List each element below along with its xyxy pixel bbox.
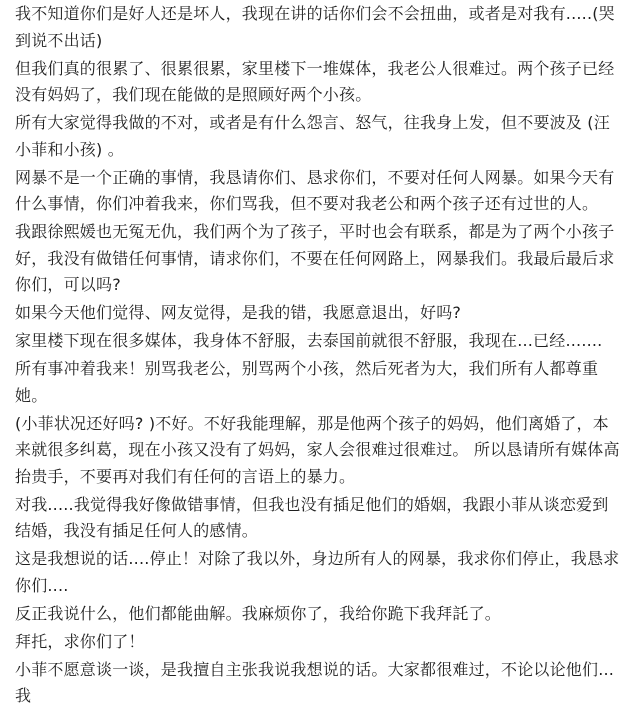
paragraph: 小菲不愿意谈一谈，是我擅自主张我说我想说的话。大家都很难过，不论以论他们...我 (15, 659, 615, 705)
paragraph: 反正我说什么，他们都能曲解。我麻烦你了，我给你跪下我拜託了。 (15, 603, 502, 623)
paragraph: 拜托，求你们了！ (15, 631, 145, 651)
paragraph: 对我.....我觉得我好像做错事情，但我也没有插足他们的婚姻，我跟小菲从谈恋爱到结婚，我没有插足任何人的感情。 (15, 494, 609, 540)
paragraph: 我不知道你们是好人还是坏人，我现在讲的话你们会不会扭曲，或者是对我有.....(哭到说不出话) (15, 4, 615, 50)
paragraph: 所有大家觉得我做的不对，或者是有什么怨言、怒气，往我身上发，但不要波及 (汪小菲和小孩) 。 (15, 113, 610, 159)
paragraph: 但我们真的很累了、很累很累，家里楼下一堆媒体，我老公人很难过。两个孩子已经没有妈妈了，我们现在能做的是照顾好两个小孩。 (15, 58, 615, 104)
paragraph: 我跟徐熙媛也无冤无仇，我们两个为了孩子，平时也会有联系，都是为了两个小孩子好，我没有做错任何事情，请求你们，不要在任何网路上，网暴我们。我最后最后求你们，可以吗? (15, 222, 615, 294)
paragraph: (小菲状况还好吗? )不好。不好我能理解，那是他两个孩子的妈妈，他们离婚了，本来就很多纠葛，现在小孩又没有了妈妈，家人会很难过很难过。 所以恳请所有媒体高抬贵手，不要再对我们有任何的言语上的暴力。 (15, 413, 620, 486)
paragraph: 如果今天他们觉得、网友觉得，是我的错，我愿意退出，好吗? (15, 303, 462, 322)
paragraph: 网暴不是一个正确的事情，我恳请你们、恳求你们，不要对任何人网暴。如果今天有什么事情，你们冲着我来，你们骂我，但不要对我老公和两个孩子还有过世的人。 (15, 167, 615, 213)
paragraph: 这是我想说的话....停止！对除了我以外，身边所有人的网暴，我求你们停止，我恳求你们.... (15, 549, 620, 595)
paragraph: 家里楼下现在很多媒体，我身体不舒服，去泰国前就很不舒服，我现在...已经....... (15, 331, 603, 350)
paragraph: 所有事冲着我来！别骂我老公，别骂两个小孩，然后死者为大，我们所有人都尊重她。 (15, 359, 599, 405)
